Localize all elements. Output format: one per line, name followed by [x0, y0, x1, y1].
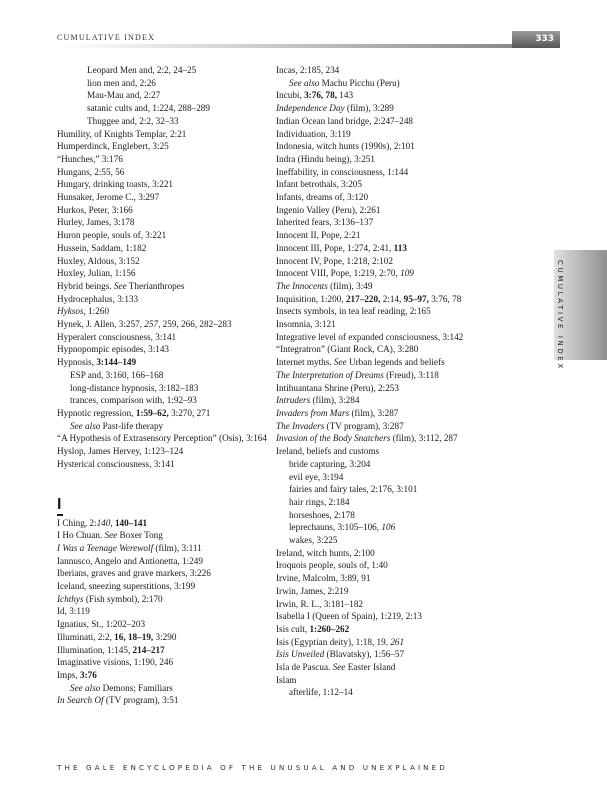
- index-entry: [57, 293, 267, 306]
- entry-text: fairies and fairy tales, 2:176, 3:101: [289, 484, 418, 495]
- index-entry: I Ho Chuan. See Boxer Tong: [57, 530, 163, 541]
- entry-text: horseshoes, 2:178: [289, 509, 355, 520]
- entry-text: Iroquois people, souls of, 1:40: [276, 560, 388, 571]
- index-entry: [57, 140, 267, 153]
- index-entry: Hynek, J. Allen, 3:257, 257, 259, 266, 282–283: [57, 319, 232, 330]
- index-entry: I Was a Teenage Werewolf (film), 3:111: [57, 542, 202, 553]
- index-entry: [57, 432, 267, 445]
- index-entry: [276, 445, 534, 458]
- index-entry: Isis cult, 1:260–262: [276, 623, 350, 634]
- entry-text: lion men and, 2:26: [87, 77, 156, 88]
- index-entry: Innocent VIII, Pope, 1:219, 2:70, 109: [276, 268, 414, 279]
- index-entry: [276, 140, 534, 153]
- index-entry: [57, 656, 267, 669]
- entry-text: Ignatius, St., 1:202–203: [57, 619, 146, 630]
- index-subentry: [57, 369, 267, 382]
- index-subentry: [57, 394, 267, 407]
- index-subentry: [57, 102, 267, 115]
- index-entry: Hypnotic regression, 1:59–62, 3:270, 271: [57, 407, 211, 418]
- entry-text: afterlife, 1:12–14: [289, 687, 353, 698]
- index-entry: Innocent III, Pope, 1:274, 2:41, 113: [276, 242, 407, 253]
- entry-text: Leopard Men and, 2:2, 24–25: [87, 65, 197, 75]
- index-entry: Invasion of the Body Snatchers (film), 3:112, 287: [276, 433, 458, 444]
- index-entry: [276, 331, 534, 344]
- index-entry: The Innocents (film), 3:49: [276, 280, 373, 291]
- section-letter: I: [57, 497, 267, 513]
- index-entry: [276, 382, 534, 395]
- entry-text: Integrative level of expanded consciousness, 3:142: [276, 331, 464, 342]
- index-entry: Internet myths. See Urban legends and beliefs: [276, 357, 445, 368]
- index-entry: Intruders (film), 3:284: [276, 395, 360, 406]
- index-entry: [276, 229, 534, 242]
- index-entry: Isis (Egyptian deity), 1:18, 19, 261: [276, 636, 405, 647]
- index-entry: [276, 255, 534, 268]
- entry-text: Huxley, Julian, 1:156: [57, 268, 136, 279]
- index-entry: The Interpretation of Dreams (Freud), 3:118: [276, 369, 439, 380]
- index-entry: Hypnosis, 3:144–149: [57, 357, 137, 368]
- index-subentry: [276, 509, 534, 522]
- entry-text: Indra (Hindu being), 3:251: [276, 153, 375, 164]
- index-entry: [57, 580, 267, 593]
- index-subentry: [57, 382, 267, 395]
- entry-text: Indian Ocean land bridge, 2:247–248: [276, 115, 414, 126]
- entry-text: Ireland, witch hunts, 2:100: [276, 547, 375, 558]
- entry-text: satanic cults and, 1:224, 288–289: [87, 103, 210, 114]
- index-entry: [276, 572, 534, 585]
- entry-text: Ireland, beliefs and customs: [276, 446, 380, 457]
- index-entry: [276, 343, 534, 356]
- index-entry: [276, 598, 534, 611]
- entry-text: Infants, dreams of, 3:120: [276, 192, 369, 203]
- entry-text: Hurkos, Peter, 3:166: [57, 204, 133, 215]
- index-subentry: [57, 77, 267, 90]
- index-subentry: [57, 64, 267, 77]
- index-subentry: See also Demons; Familiars: [70, 682, 173, 693]
- entry-text: Indonesia, witch hunts (1990s), 2:101: [276, 141, 415, 152]
- index-entry: The Invaders (TV program), 3:287: [276, 420, 404, 431]
- entry-text: Isabella I (Queen of Spain), 1:219, 2:13: [276, 611, 422, 622]
- entry-text: Hydrocephalus, 3:133: [57, 293, 139, 304]
- index-entry: [276, 547, 534, 560]
- entry-text: Iceland, sneezing superstitions, 3:199: [57, 581, 196, 592]
- entry-text: Hunsaker, Jerome C., 3:297: [57, 192, 160, 203]
- index-entry: [57, 229, 267, 242]
- index-subentry: [276, 496, 534, 509]
- index-subentry: [276, 534, 534, 547]
- index-entry: [276, 153, 534, 166]
- index-entry: [57, 178, 267, 191]
- index-entry: Incubi, 3:76, 78, 143: [276, 90, 354, 101]
- entry-text: Ineffability, in consciousness, 1:144: [276, 166, 409, 177]
- index-subentry: [276, 686, 534, 699]
- index-entry: Illuminati, 2:2, 16, 18–19, 3:290: [57, 631, 177, 642]
- entry-text: Individuation, 3:119: [276, 128, 351, 139]
- entry-text: Hungary, drinking toasts, 3:221: [57, 179, 174, 190]
- index-entry: [57, 166, 267, 179]
- entry-text: Humperdinck, Englebert, 3:25: [57, 141, 169, 152]
- running-header: CUMULATIVE INDEX: [57, 33, 156, 42]
- index-entry: [276, 318, 534, 331]
- index-entry: [276, 610, 534, 623]
- index-subentry: [276, 471, 534, 484]
- index-entry: [276, 191, 534, 204]
- index-entry: Invaders from Mars (film), 3:287: [276, 407, 399, 418]
- entry-text: Id, 3:119: [57, 606, 90, 617]
- index-subentry: [276, 458, 534, 471]
- index-entry: [57, 242, 267, 255]
- entry-text: Inherited fears, 3:136–137: [276, 217, 374, 228]
- index-entry: [276, 115, 534, 128]
- index-subentry: leprechauns, 3:105–106, 106: [289, 522, 396, 533]
- index-entry: [57, 255, 267, 268]
- entry-text: Irwin, R. L., 3:181–182: [276, 598, 364, 609]
- index-entry: [57, 216, 267, 229]
- entry-text: wakes, 3:225: [289, 535, 338, 546]
- entry-text: Insects symbols, in tea leaf reading, 2:165: [276, 306, 431, 317]
- index-entry: [276, 585, 534, 598]
- entry-text: hair rings, 2:184: [289, 496, 350, 507]
- index-entry: Hybrid beings. See Therianthropes: [57, 280, 185, 291]
- index-entry: [276, 559, 534, 572]
- entry-text: Humility, of Knights Templar, 2:21: [57, 128, 187, 139]
- side-tab-label: CUMULATIVE INDEX: [556, 260, 564, 371]
- index-entry: [57, 204, 267, 217]
- entry-text: Hysterical consciousness, 3:141: [57, 458, 175, 469]
- header-rule: [57, 44, 512, 48]
- index-entry: Isis Unveiled (Blavatsky), 1:56–57: [276, 649, 405, 660]
- index-entry: [57, 331, 267, 344]
- index-entry: Imps, 3:76: [57, 669, 97, 680]
- entry-text: Islam: [276, 674, 297, 685]
- index-entry: [57, 567, 267, 580]
- index-entry: [57, 128, 267, 141]
- entry-text: Mau-Mau and, 2:27: [87, 90, 161, 101]
- entry-text: Thuggee and, 2:2, 32–33: [87, 115, 179, 126]
- entry-text: Insomnia, 3:121: [276, 319, 336, 330]
- entry-text: Hyperalert consciousness, 3:141: [57, 331, 177, 342]
- index-entry: [57, 605, 267, 618]
- index-entry: [57, 555, 267, 568]
- index-subentry: [57, 89, 267, 102]
- running-footer: THE GALE ENCYCLOPEDIA OF THE UNUSUAL AND UNEXPLAINED: [57, 763, 448, 772]
- entry-text: Huron people, souls of, 3:221: [57, 230, 167, 241]
- entry-text: bride capturing, 3:204: [289, 458, 371, 469]
- index-entry: Illumination, 1:145, 214–217: [57, 644, 165, 655]
- index-entry: Isla de Pascua. See Easter Island: [276, 662, 396, 673]
- index-entry: [276, 305, 534, 318]
- entry-text: Huxley, Aldous, 3:152: [57, 255, 140, 266]
- index-entry: Hyksos, 1:260: [57, 306, 110, 317]
- entry-text: Imaginative visions, 1:190, 246: [57, 657, 174, 668]
- index-entry: In Search Of (TV program), 3:51: [57, 695, 179, 706]
- index-entry: Ichthys (Fish symbol), 2:170: [57, 593, 163, 604]
- entry-text: Innocent IV, Pope, 1:218, 2:102: [276, 255, 393, 266]
- index-column-right: [276, 64, 534, 699]
- entry-text: Iberians, graves and grave markers, 3:226: [57, 568, 211, 579]
- entry-text: Hussein, Saddam, 1:182: [57, 242, 147, 253]
- entry-text: “Integratron” (Giant Rock, CA), 3:280: [276, 344, 419, 355]
- index-entry: [57, 445, 267, 458]
- index-entry: [57, 458, 267, 471]
- index-entry: [276, 128, 534, 141]
- entry-text: Irvine, Malcolm, 3:89, 91: [276, 573, 371, 584]
- entry-text: Innocent II, Pope, 2:21: [276, 230, 361, 241]
- index-column-left: [57, 64, 267, 707]
- entry-text: Infant betrothals, 3:205: [276, 179, 362, 190]
- entry-text: Irwin, James, 2:219: [276, 585, 349, 596]
- entry-text: Hypnopompic episodes, 3:143: [57, 344, 170, 355]
- entry-text: Hungans, 2:55, 56: [57, 166, 125, 177]
- index-subentry: See also Past-life therapy: [70, 420, 164, 431]
- index-subentry: [276, 483, 534, 496]
- entry-text: Iannusco, Angelo and Antionetta, 1:249: [57, 555, 203, 566]
- index-entry: [276, 178, 534, 191]
- index-entry: [57, 191, 267, 204]
- index-entry: [276, 204, 534, 217]
- index-entry: [276, 216, 534, 229]
- entry-text: “A Hypothesis of Extrasensory Perception” (Osis), 3:164: [57, 433, 267, 444]
- entry-text: “Hunches,” 3:176: [57, 153, 123, 164]
- entry-text: Hurley, James, 3:178: [57, 217, 135, 228]
- page-number: 333: [512, 31, 560, 48]
- index-entry: [57, 267, 267, 280]
- entry-text: Ingenio Valley (Peru), 2:261: [276, 204, 381, 215]
- entry-text: evil eye, 3:194: [289, 471, 344, 482]
- index-entry: [276, 166, 534, 179]
- index-entry: Independence Day (film), 3:289: [276, 103, 394, 114]
- entry-text: trances, comparison with, 1:92–93: [70, 395, 197, 406]
- index-entry: Inquisition, 1:200, 217–220, 2:14, 95–97, 3:76, 78: [276, 293, 462, 304]
- index-entry: [276, 674, 534, 687]
- entry-text: Intihuantana Shrine (Peru), 2:253: [276, 382, 399, 393]
- entry-text: long-distance hypnosis, 3:182–183: [70, 382, 199, 393]
- index-subentry: See also Machu Picchu (Peru): [289, 77, 400, 88]
- entry-text: ESP and, 3:160, 166–168: [70, 369, 164, 380]
- index-subentry: [57, 115, 267, 128]
- index-entry: [57, 153, 267, 166]
- index-entry: [57, 343, 267, 356]
- index-entry: [276, 64, 534, 77]
- index-entry: I Ching, 2:140, 140–141: [57, 517, 148, 528]
- index-entry: [57, 618, 267, 631]
- entry-text: Incas, 2:185, 234: [276, 65, 340, 75]
- entry-text: Hyslop, James Hervey, 1:123–124: [57, 446, 184, 457]
